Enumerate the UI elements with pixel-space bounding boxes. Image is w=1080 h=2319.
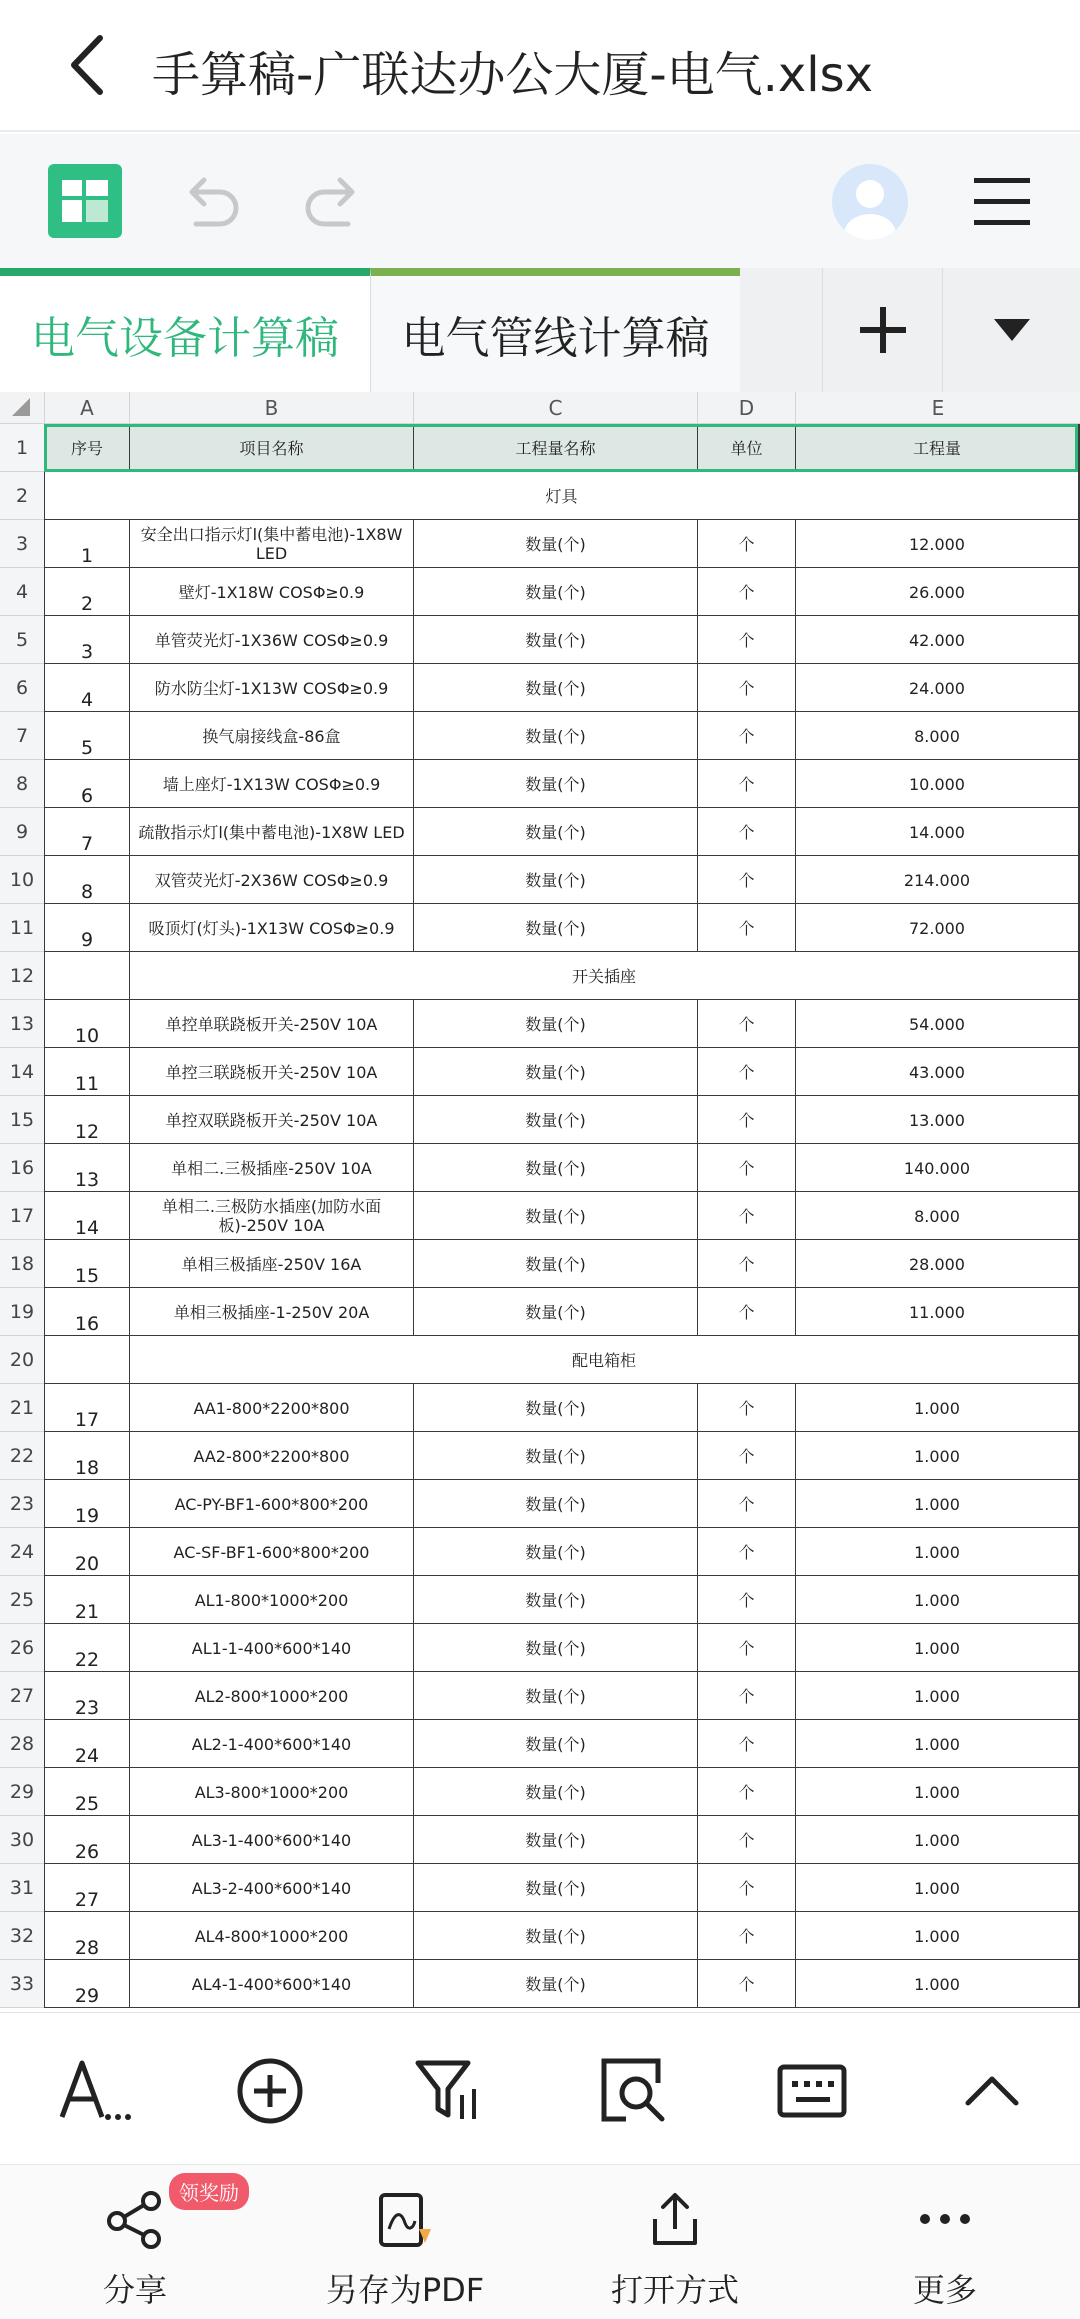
cell-seq[interactable]: 21 (44, 1576, 129, 1624)
row-number[interactable]: 32 (0, 1912, 44, 1960)
row-number[interactable]: 10 (0, 856, 44, 904)
redo-icon[interactable] (300, 172, 364, 236)
filter-sort-icon[interactable] (412, 2053, 488, 2129)
cell-item-name[interactable]: 壁灯-1X18W COSΦ≥0.9 (129, 568, 413, 616)
cell-unit[interactable]: 个 (697, 1960, 795, 2008)
cell-seq[interactable]: 22 (44, 1624, 129, 1672)
table-row (0, 856, 1080, 904)
cell-seq[interactable]: 1 (44, 520, 129, 568)
row-number[interactable]: 25 (0, 1576, 44, 1624)
cell-item-name[interactable]: AL3-2-400*600*140 (129, 1864, 413, 1912)
cell-unit[interactable]: 个 (697, 1720, 795, 1768)
cell-quantity[interactable]: 14.000 (795, 808, 1078, 856)
cell-unit[interactable]: 个 (697, 520, 795, 568)
cell-item-name[interactable]: AL3-1-400*600*140 (129, 1816, 413, 1864)
row-number[interactable]: 33 (0, 1960, 44, 2008)
section-title-cell[interactable]: 配电箱柜 (129, 1336, 1078, 1384)
cell-quantity[interactable]: 28.000 (795, 1240, 1078, 1288)
cell-quantity[interactable]: 72.000 (795, 904, 1078, 952)
cell-seq[interactable]: 26 (44, 1816, 129, 1864)
table-row (0, 1720, 1080, 1768)
cell-quantity-name[interactable]: 数量(个) (413, 1528, 697, 1576)
cell-unit[interactable]: 个 (697, 1816, 795, 1864)
table-row (0, 1240, 1080, 1288)
cell-item-name[interactable]: AL4-1-400*600*140 (129, 1960, 413, 2008)
row-number[interactable]: 19 (0, 1288, 44, 1336)
cell-seq[interactable]: 11 (44, 1048, 129, 1096)
cell-unit[interactable]: 个 (697, 568, 795, 616)
row-number[interactable]: 3 (0, 520, 44, 568)
row-number[interactable]: 29 (0, 1768, 44, 1816)
cell-unit[interactable]: 个 (697, 1288, 795, 1336)
cell-item-name[interactable]: AL1-1-400*600*140 (129, 1624, 413, 1672)
cell-quantity-name[interactable]: 数量(个) (413, 616, 697, 664)
cell-item-name[interactable]: 墙上座灯-1X13W COSΦ≥0.9 (129, 760, 413, 808)
cell-quantity-name[interactable]: 数量(个) (413, 1240, 697, 1288)
cell-item-name[interactable]: 疏散指示灯l(集中蓄电池)-1X8W LED (129, 808, 413, 856)
column-header-d[interactable]: D (697, 392, 795, 424)
cell-seq[interactable]: 24 (44, 1720, 129, 1768)
cell-seq[interactable]: 14 (44, 1192, 129, 1240)
row-number[interactable]: 6 (0, 664, 44, 712)
cell-item-name[interactable]: 防水防尘灯-1X13W COSΦ≥0.9 (129, 664, 413, 712)
cell-quantity-name[interactable]: 数量(个) (413, 856, 697, 904)
cell-unit[interactable]: 个 (697, 1432, 795, 1480)
row-number[interactable]: 16 (0, 1144, 44, 1192)
tab-electrical-piping[interactable]: 电气管线计算稿 (370, 268, 740, 392)
spreadsheet-grid[interactable] (0, 392, 1080, 2012)
back-icon[interactable] (60, 30, 120, 100)
cell-quantity-name[interactable]: 数量(个) (413, 1576, 697, 1624)
cell-seq[interactable]: 13 (44, 1144, 129, 1192)
cell-seq[interactable]: 15 (44, 1240, 129, 1288)
cell-seq[interactable]: 18 (44, 1432, 129, 1480)
row-number[interactable]: 22 (0, 1432, 44, 1480)
cell-quantity[interactable]: 12.000 (795, 520, 1078, 568)
cell-quantity-name[interactable]: 数量(个) (413, 1864, 697, 1912)
cell-item-name[interactable]: AL2-1-400*600*140 (129, 1720, 413, 1768)
cell-quantity[interactable]: 54.000 (795, 1000, 1078, 1048)
table-row (0, 1672, 1080, 1720)
table-row (0, 616, 1080, 664)
tab-electrical-equipment[interactable]: 电气设备计算稿 (0, 268, 370, 392)
row-number[interactable]: 5 (0, 616, 44, 664)
cell-quantity[interactable]: 工程量 (795, 424, 1078, 472)
cell-seq[interactable]: 2 (44, 568, 129, 616)
cell-item-name[interactable]: 单相二.三极防水插座(加防水面板)-250V 10A (129, 1192, 413, 1240)
column-header-b[interactable]: B (129, 392, 413, 424)
cell-item-name[interactable]: AL3-800*1000*200 (129, 1768, 413, 1816)
cell-quantity-name[interactable]: 数量(个) (413, 1768, 697, 1816)
cell-quantity[interactable]: 1.000 (795, 1768, 1078, 1816)
table-row (0, 520, 1080, 568)
cell-unit[interactable]: 个 (697, 1864, 795, 1912)
cell-seq[interactable]: 17 (44, 1384, 129, 1432)
cell-seq[interactable]: 3 (44, 616, 129, 664)
table-row (0, 1576, 1080, 1624)
cell-quantity-name[interactable]: 数量(个) (413, 1192, 697, 1240)
table-row (0, 1048, 1080, 1096)
cell-quantity[interactable]: 43.000 (795, 1048, 1078, 1096)
cell-seq[interactable]: 12 (44, 1096, 129, 1144)
cell-quantity[interactable]: 42.000 (795, 616, 1078, 664)
table-row (0, 1864, 1080, 1912)
cell-quantity-name[interactable]: 数量(个) (413, 1816, 697, 1864)
cell-item-name[interactable]: 单管荧光灯-1X36W COSΦ≥0.9 (129, 616, 413, 664)
cell-unit[interactable]: 个 (697, 1192, 795, 1240)
cell-quantity[interactable]: 1.000 (795, 1720, 1078, 1768)
cell-quantity[interactable]: 1.000 (795, 1432, 1078, 1480)
cell-quantity-name[interactable]: 数量(个) (413, 664, 697, 712)
cell-unit[interactable]: 个 (697, 760, 795, 808)
table-row (0, 1192, 1080, 1240)
cell-quantity-name[interactable]: 数量(个) (413, 1096, 697, 1144)
cell-unit[interactable]: 个 (697, 712, 795, 760)
cell-quantity[interactable]: 214.000 (795, 856, 1078, 904)
cell-seq[interactable]: 10 (44, 1000, 129, 1048)
cell-unit[interactable]: 个 (697, 1480, 795, 1528)
table-row (0, 904, 1080, 952)
cell-quantity[interactable]: 10.000 (795, 760, 1078, 808)
row-number[interactable]: 11 (0, 904, 44, 952)
save-as-pdf-label: 另存为PDF (325, 2271, 485, 2309)
cell-unit[interactable]: 个 (697, 1576, 795, 1624)
row-number[interactable]: 9 (0, 808, 44, 856)
table-row (0, 1528, 1080, 1576)
table-row (0, 1960, 1080, 2008)
keyboard-icon[interactable] (774, 2053, 850, 2129)
row-number[interactable]: 13 (0, 1000, 44, 1048)
table-row (0, 568, 1080, 616)
cell-quantity-name[interactable]: 数量(个) (413, 712, 697, 760)
cell-quantity-name[interactable]: 数量(个) (413, 1672, 697, 1720)
cell-item-name[interactable]: AC-PY-BF1-600*800*200 (129, 1480, 413, 1528)
cell-item-name[interactable]: 安全出口指示灯l(集中蓄电池)-1X8W LED (129, 520, 413, 568)
cell-seq[interactable]: 4 (44, 664, 129, 712)
cell-quantity[interactable]: 1.000 (795, 1624, 1078, 1672)
cell-item-name[interactable]: 换气扇接线盒-86盒 (129, 712, 413, 760)
section-title-cell[interactable]: 灯具 (44, 472, 1078, 520)
bottom-action-bar (0, 2164, 1080, 2319)
share-icon (105, 2189, 165, 2249)
row-number[interactable]: 14 (0, 1048, 44, 1096)
more-button[interactable] (835, 2165, 1055, 2319)
cell-seq[interactable] (44, 1336, 129, 1384)
cell-unit[interactable]: 个 (697, 616, 795, 664)
row-number[interactable]: 1 (0, 424, 44, 472)
cell-quantity-name[interactable]: 数量(个) (413, 1912, 697, 1960)
cell-unit[interactable]: 个 (697, 664, 795, 712)
row-number[interactable]: 15 (0, 1096, 44, 1144)
row-number[interactable]: 21 (0, 1384, 44, 1432)
table-row (0, 712, 1080, 760)
cell-seq[interactable]: 27 (44, 1864, 129, 1912)
pdf-icon (375, 2189, 435, 2249)
collapse-up-icon[interactable] (954, 2053, 1030, 2129)
row-number[interactable]: 31 (0, 1864, 44, 1912)
row-number[interactable]: 17 (0, 1192, 44, 1240)
section-row (0, 1336, 1080, 1384)
cell-quantity-name[interactable]: 数量(个) (413, 1432, 697, 1480)
cell-quantity[interactable]: 13.000 (795, 1096, 1078, 1144)
menu-icon[interactable] (972, 174, 1032, 230)
row-number[interactable]: 2 (0, 472, 44, 520)
cell-item-name[interactable]: 单相三极插座-250V 16A (129, 1240, 413, 1288)
cell-item-name[interactable]: 项目名称 (129, 424, 413, 472)
table-row (0, 1816, 1080, 1864)
cell-quantity-name[interactable]: 数量(个) (413, 1624, 697, 1672)
cell-quantity[interactable]: 1.000 (795, 1960, 1078, 2008)
cell-seq[interactable]: 序号 (44, 424, 129, 472)
cell-quantity[interactable]: 140.000 (795, 1144, 1078, 1192)
cell-quantity[interactable]: 1.000 (795, 1816, 1078, 1864)
cell-unit[interactable]: 个 (697, 1912, 795, 1960)
cell-quantity[interactable]: 24.000 (795, 664, 1078, 712)
cell-seq[interactable]: 5 (44, 712, 129, 760)
row-number[interactable]: 23 (0, 1480, 44, 1528)
cell-quantity[interactable]: 8.000 (795, 712, 1078, 760)
cell-item-name[interactable]: AL2-800*1000*200 (129, 1672, 413, 1720)
header-row (0, 424, 1080, 472)
row-number[interactable]: 20 (0, 1336, 44, 1384)
row-number[interactable]: 30 (0, 1816, 44, 1864)
cell-item-name[interactable]: 单相二.三极插座-250V 10A (129, 1144, 413, 1192)
select-all-corner[interactable] (0, 392, 44, 424)
cell-seq[interactable]: 23 (44, 1672, 129, 1720)
table-row (0, 1144, 1080, 1192)
share-label: 分享 (102, 2271, 167, 2309)
insert-icon[interactable] (232, 2053, 308, 2129)
cell-quantity[interactable]: 1.000 (795, 1480, 1078, 1528)
cell-item-name[interactable]: AL1-800*1000*200 (129, 1576, 413, 1624)
cell-unit[interactable]: 单位 (697, 424, 795, 472)
cell-quantity[interactable]: 1.000 (795, 1576, 1078, 1624)
column-header-a[interactable]: A (44, 392, 129, 424)
cell-unit[interactable]: 个 (697, 904, 795, 952)
cell-unit[interactable]: 个 (697, 1144, 795, 1192)
more-label: 更多 (912, 2271, 977, 2309)
cell-seq[interactable]: 16 (44, 1288, 129, 1336)
cell-quantity-name[interactable]: 数量(个) (413, 808, 697, 856)
open-with-label: 打开方式 (610, 2271, 739, 2309)
cell-quantity-name[interactable]: 数量(个) (413, 1720, 697, 1768)
row-number[interactable]: 4 (0, 568, 44, 616)
cell-seq[interactable]: 20 (44, 1528, 129, 1576)
cell-unit[interactable]: 个 (697, 1672, 795, 1720)
cell-item-name[interactable]: 单相三极插座-1-250V 20A (129, 1288, 413, 1336)
row-number[interactable]: 26 (0, 1624, 44, 1672)
toolbar (0, 134, 1080, 268)
table-row (0, 1768, 1080, 1816)
cell-unit[interactable]: 个 (697, 1048, 795, 1096)
cell-quantity[interactable]: 8.000 (795, 1192, 1078, 1240)
cell-seq[interactable]: 6 (44, 760, 129, 808)
row-number[interactable]: 7 (0, 712, 44, 760)
cell-quantity[interactable]: 1.000 (795, 1672, 1078, 1720)
cell-item-name[interactable]: 双管荧光灯-2X36W COSΦ≥0.9 (129, 856, 413, 904)
cell-seq[interactable]: 25 (44, 1768, 129, 1816)
section-row (0, 952, 1080, 1000)
cell-seq[interactable]: 8 (44, 856, 129, 904)
open-with-icon (645, 2189, 705, 2249)
column-header-e[interactable]: E (795, 392, 1080, 424)
find-icon[interactable] (596, 2053, 672, 2129)
document-title: 手算稿-广联达办公大厦-电气.xlsx (152, 47, 874, 103)
cell-item-name[interactable]: 单控三联跷板开关-250V 10A (129, 1048, 413, 1096)
cell-seq[interactable]: 28 (44, 1912, 129, 1960)
save-as-pdf-button[interactable] (295, 2165, 515, 2319)
plus-icon (858, 305, 908, 355)
bottom-toolbar (0, 2012, 1080, 2164)
cell-quantity[interactable]: 1.000 (795, 1912, 1078, 1960)
cell-quantity-name[interactable]: 数量(个) (413, 520, 697, 568)
cell-quantity-name[interactable]: 数量(个) (413, 1048, 697, 1096)
cell-unit[interactable]: 个 (697, 1240, 795, 1288)
cell-item-name[interactable]: 单控双联跷板开关-250V 10A (129, 1096, 413, 1144)
share-button[interactable] (25, 2165, 245, 2319)
cell-quantity-name[interactable]: 数量(个) (413, 1480, 697, 1528)
table-row (0, 1480, 1080, 1528)
cell-quantity-name[interactable]: 数量(个) (413, 1384, 697, 1432)
cell-unit[interactable]: 个 (697, 1528, 795, 1576)
cell-quantity[interactable]: 1.000 (795, 1864, 1078, 1912)
table-row (0, 760, 1080, 808)
cell-quantity-name[interactable]: 数量(个) (413, 760, 697, 808)
cell-quantity[interactable]: 26.000 (795, 568, 1078, 616)
cell-item-name[interactable]: 吸顶灯(灯头)-1X13W COSΦ≥0.9 (129, 904, 413, 952)
cell-unit[interactable]: 个 (697, 1384, 795, 1432)
cell-item-name[interactable]: AC-SF-BF1-600*800*200 (129, 1528, 413, 1576)
cell-quantity[interactable]: 11.000 (795, 1288, 1078, 1336)
row-number[interactable]: 18 (0, 1240, 44, 1288)
table-row (0, 664, 1080, 712)
cell-quantity-name[interactable]: 工程量名称 (413, 424, 697, 472)
row-number[interactable]: 12 (0, 952, 44, 1000)
cell-quantity-name[interactable]: 数量(个) (413, 904, 697, 952)
table-row (0, 1384, 1080, 1432)
row-number[interactable]: 28 (0, 1720, 44, 1768)
sheet-app-icon[interactable] (48, 164, 122, 238)
cell-unit[interactable]: 个 (697, 1768, 795, 1816)
cell-quantity[interactable]: 1.000 (795, 1384, 1078, 1432)
cell-seq[interactable]: 29 (44, 1960, 129, 2008)
section-title-cell[interactable]: 开关插座 (129, 952, 1078, 1000)
cell-seq[interactable]: 19 (44, 1480, 129, 1528)
cell-unit[interactable]: 个 (697, 1624, 795, 1672)
table-row (0, 1096, 1080, 1144)
open-with-button[interactable] (565, 2165, 785, 2319)
undo-icon[interactable] (180, 172, 244, 236)
column-header-c[interactable]: C (413, 392, 697, 424)
row-number[interactable]: 24 (0, 1528, 44, 1576)
section-row (0, 472, 1080, 520)
cell-item-name[interactable]: AA1-800*2200*800 (129, 1384, 413, 1432)
cell-item-name[interactable]: AA2-800*2200*800 (129, 1432, 413, 1480)
cell-item-name[interactable]: AL4-800*1000*200 (129, 1912, 413, 1960)
row-number[interactable]: 27 (0, 1672, 44, 1720)
cell-unit[interactable]: 个 (697, 856, 795, 904)
cell-seq[interactable] (44, 952, 129, 1000)
table-row (0, 1000, 1080, 1048)
table-row (0, 1288, 1080, 1336)
dropdown-triangle-icon (994, 319, 1030, 341)
column-header-bar (0, 392, 1080, 424)
table-row (0, 1432, 1080, 1480)
sheet-list-button[interactable] (942, 268, 1080, 392)
font-style-icon[interactable] (56, 2053, 132, 2129)
cell-seq[interactable]: 9 (44, 904, 129, 952)
cell-quantity-name[interactable]: 数量(个) (413, 568, 697, 616)
reward-badge[interactable]: 领奖励 (169, 2173, 249, 2210)
cell-quantity-name[interactable]: 数量(个) (413, 1288, 697, 1336)
cell-unit[interactable]: 个 (697, 808, 795, 856)
cell-unit[interactable]: 个 (697, 1096, 795, 1144)
cell-item-name[interactable]: 单控单联跷板开关-250V 10A (129, 1000, 413, 1048)
table-row (0, 1624, 1080, 1672)
row-number[interactable]: 8 (0, 760, 44, 808)
cell-quantity-name[interactable]: 数量(个) (413, 1000, 697, 1048)
table-row (0, 808, 1080, 856)
avatar[interactable] (832, 164, 908, 240)
add-sheet-button[interactable] (822, 268, 942, 392)
more-icon (915, 2189, 975, 2249)
cell-quantity-name[interactable]: 数量(个) (413, 1144, 697, 1192)
cell-seq[interactable]: 7 (44, 808, 129, 856)
sheet-tabs (0, 268, 1080, 392)
title-bar (0, 0, 1080, 132)
cell-quantity-name[interactable]: 数量(个) (413, 1960, 697, 2008)
table-row (0, 1912, 1080, 1960)
cell-quantity[interactable]: 1.000 (795, 1528, 1078, 1576)
cell-unit[interactable]: 个 (697, 1000, 795, 1048)
